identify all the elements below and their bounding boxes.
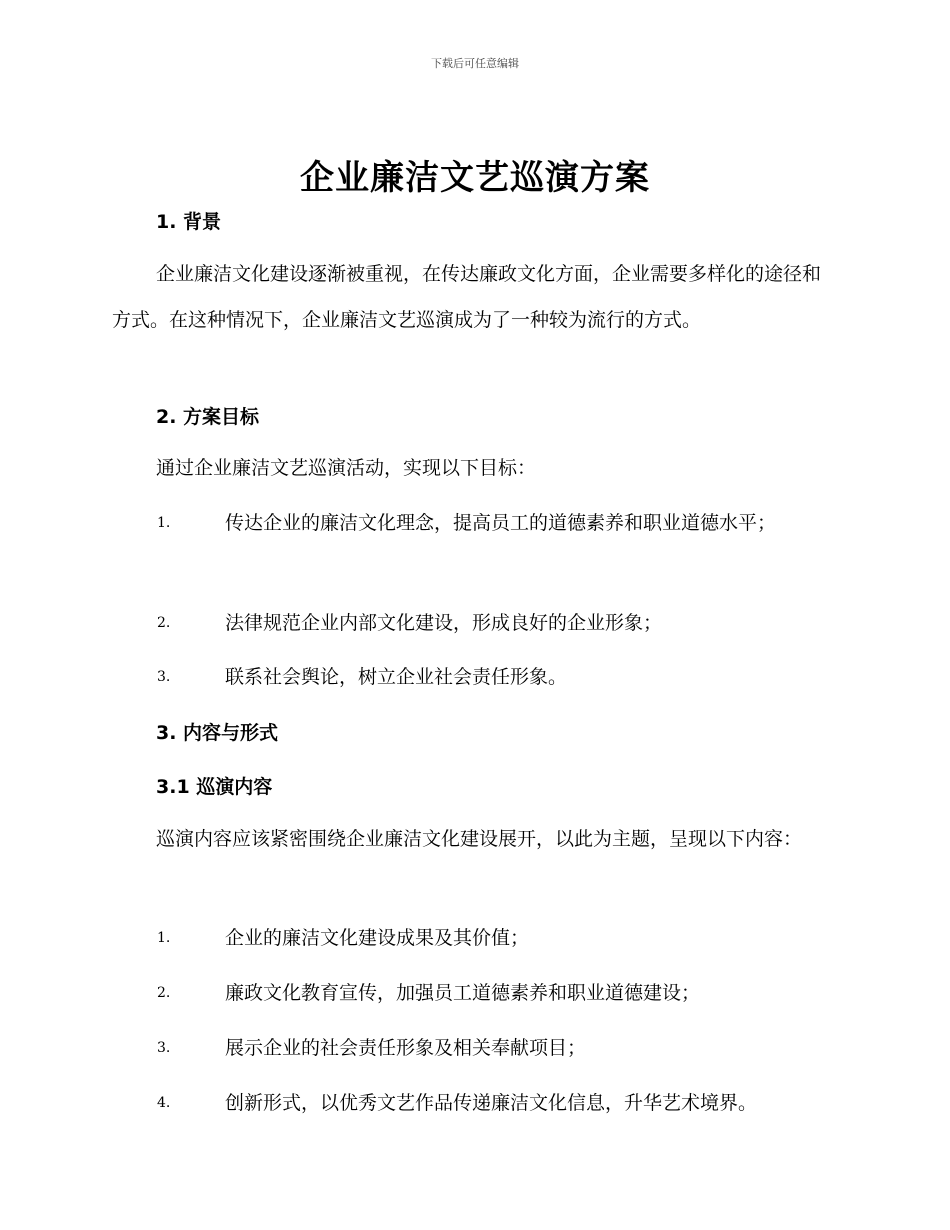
list-item xyxy=(112,915,832,961)
list-text: 法律规范企业内部文化建设，形成良好的企业形象； xyxy=(225,612,663,634)
list-item xyxy=(112,600,832,646)
list-item xyxy=(112,970,832,1016)
list-item xyxy=(112,500,832,546)
section-heading-content-form: 3. 内容与形式 xyxy=(156,722,279,744)
list-text: 企业的廉洁文化建设成果及其价值； xyxy=(225,927,530,949)
list-item xyxy=(112,1080,832,1126)
content-intro: 巡演内容应该紧密围绕企业廉洁文化建设展开，以此为主题，呈现以下内容： xyxy=(156,828,803,850)
list-number: 1. xyxy=(157,515,171,531)
list-number: 4. xyxy=(157,1095,171,1111)
list-number: 3. xyxy=(157,669,171,685)
background-paragraph: 企业廉洁文化建设逐渐被重视，在传达廉政文化方面，企业需要多样化的途径和方式。在这种情况下，企业廉洁文艺巡演成为了一种较为流行的方式。 xyxy=(112,263,822,331)
list-text: 传达企业的廉洁文化理念，提高员工的道德素养和职业道德水平； xyxy=(225,512,777,534)
list-text: 联系社会舆论，树立企业社会责任形象。 xyxy=(225,666,568,688)
goals-intro: 通过企业廉洁文艺巡演活动，实现以下目标： xyxy=(156,457,537,479)
list-number: 2. xyxy=(157,985,171,1001)
list-number: 3. xyxy=(157,1040,171,1056)
page-header-note: 下载后可任意编辑 xyxy=(431,57,519,70)
list-number: 1. xyxy=(157,930,171,946)
list-item xyxy=(112,654,832,700)
section-heading-goals: 2. 方案目标 xyxy=(156,406,260,428)
document-title: 企业廉洁文艺巡演方案 xyxy=(300,158,650,198)
list-text: 创新形式，以优秀文艺作品传递廉洁文化信息，升华艺术境界。 xyxy=(225,1092,758,1114)
list-item xyxy=(112,1025,832,1071)
sub-heading-tour-content: 3.1 巡演内容 xyxy=(156,776,273,798)
section-heading-background: 1. 背景 xyxy=(156,211,222,233)
list-text: 廉政文化教育宣传，加强员工道德素养和职业道德建设； xyxy=(225,982,701,1004)
list-number: 2. xyxy=(157,615,171,631)
list-text: 展示企业的社会责任形象及相关奉献项目； xyxy=(225,1037,587,1059)
